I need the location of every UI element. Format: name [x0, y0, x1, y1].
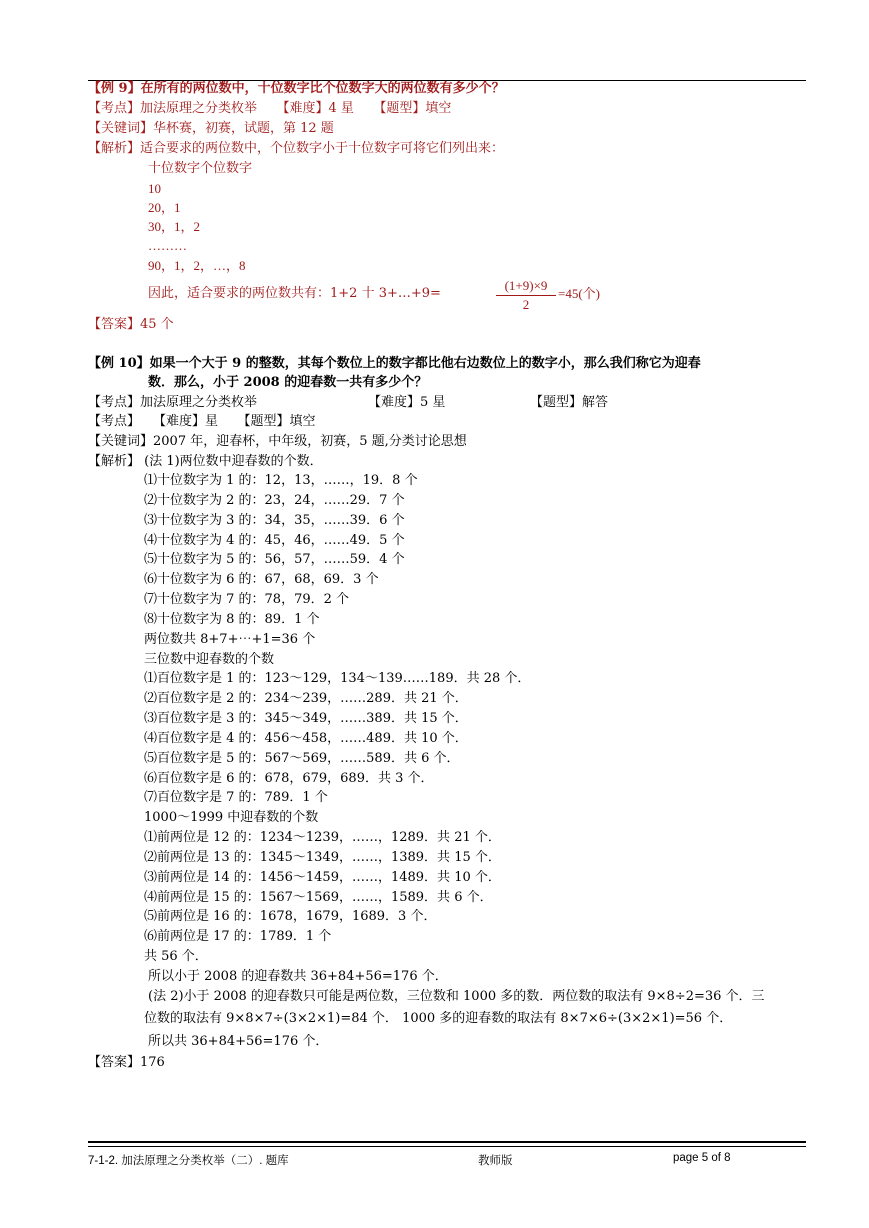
example-9-fraction: [496, 278, 556, 313]
footer-rule-thin: [88, 1146, 806, 1147]
solution-line: (法 2)小于 2008 的迎春数只可能是两位数，三位数和 1000 多的数．两位数的取法有 9×8÷2=36 个．三: [148, 989, 765, 1004]
fraction-numerator: (1+9)×9: [504, 278, 548, 293]
solution-line: ⑶十位数字为 3 的：34，35，……39．6 个: [144, 513, 405, 528]
example-9-line: 30，1，2: [148, 219, 201, 234]
solution-line: ⑵十位数字为 2 的：23，24，……29．7 个: [144, 493, 405, 508]
solution-line: ⑹百位数字是 6 的：678，679，689．共 3 个．: [144, 771, 434, 786]
solution-line: ⑵百位数字是 2 的：234～239，……289．共 21 个．: [144, 691, 468, 706]
fraction-bar: [496, 295, 556, 296]
footer-edition: 教师版: [478, 1155, 513, 1167]
fraction-denominator: 2: [522, 297, 530, 312]
example-10-type: 【题型】解答: [530, 395, 609, 410]
footer-page-number: page 5 of 8: [673, 1152, 731, 1164]
solution-line: ⑷十位数字为 4 的：45，46，……49．5 个: [144, 533, 405, 548]
example-10-difficulty: 【难度】5 星: [368, 395, 446, 410]
example-10-keywords: 【关键词】2007 年，迎春杯，中年级，初赛，5 题,分类讨论思想: [88, 434, 467, 449]
example-9-conclusion: 因此，适合要求的两位数共有：1+2 十 3+…+9=: [148, 286, 441, 301]
solution-line: 位数的取法有 9×8×7÷(3×2×1)=84 个． 1000 多的迎春数的取法有 8×7×6÷(3×2×1)=56 个．: [144, 1011, 733, 1026]
solution-line: ⑴百位数字是 1 的：123～129，134～139……189．共 28 个．: [144, 671, 531, 686]
solution-line: ⑹十位数字为 6 的：67，68，69．3 个: [144, 572, 379, 587]
solution-line: ⑹前两位是 17 的：1789．1 个: [144, 929, 332, 944]
example-10-analysis: 【解析】 (法 1)两位数中迎春数的个数．: [88, 454, 323, 469]
example-10-kaodian-2: 【考点】 【难度】星 【题型】填空: [88, 414, 316, 429]
solution-line: 所以小于 2008 的迎春数共 36+84+56=176 个．: [148, 969, 448, 984]
solution-line: 所以共 36+84+56=176 个．: [148, 1034, 329, 1049]
example-9-result: =45(个): [558, 286, 600, 301]
example-10-title: 【例 10】如果一个大于 9 的整数，其每个数位上的数字都比他右边数位上的数字小，那么我们称它为迎春: [88, 356, 701, 371]
example-9-line: ………: [148, 238, 187, 253]
footer-rule-thick: [88, 1141, 806, 1143]
example-9-title: 【例 9】在所有的两位数中，十位数字比个位数字大的两位数有多少个？: [88, 81, 505, 96]
example-9-kaodian: 【考点】加法原理之分类枚举 【难度】4 星 【题型】填空: [88, 101, 452, 116]
example-9-line: 90，1，2，…，8: [148, 258, 246, 273]
solution-line: ⑶前两位是 14 的：1456～1459，……，1489．共 10 个．: [144, 870, 501, 885]
solution-line: ⑴前两位是 12 的：1234～1239，……，1289．共 21 个．: [144, 830, 501, 845]
example-9-line: 20，1: [148, 200, 181, 215]
solution-line: ⑶百位数字是 3 的：345～349，……389．共 15 个．: [144, 711, 468, 726]
solution-line: 共 56 个．: [144, 949, 208, 964]
solution-line: ⑸百位数字是 5 的：567～569，……589．共 6 个．: [144, 751, 460, 766]
solution-line: ⑴十位数字为 1 的：12，13，……，19．8 个: [144, 473, 418, 488]
example-10-kaodian: 【考点】加法原理之分类枚举: [88, 395, 258, 410]
example-9-line: 十位数字个位数字: [148, 161, 253, 176]
example-9-keywords: 【关键词】华杯赛，初赛，试题，第 12 题: [88, 121, 334, 136]
example-10-answer: 【答案】176: [88, 1055, 165, 1070]
solution-line: 三位数中迎春数的个数: [144, 652, 275, 667]
footer-title: 7-1-2. 加法原理之分类枚举（二）. 题库: [88, 1155, 289, 1167]
solution-line: ⑷百位数字是 4 的：456～458，……489．共 10 个．: [144, 731, 468, 746]
example-9-analysis: 【解析】适合要求的两位数中，个位数字小于十位数字可将它们列出来：: [88, 141, 505, 156]
solution-line: ⑻十位数字为 8 的：89．1 个: [144, 612, 320, 627]
example-9-line: 10: [148, 181, 161, 196]
solution-line: ⑷前两位是 15 的：1567～1569，……，1589．共 6 个．: [144, 890, 493, 905]
example-9-answer: 【答案】45 个: [88, 317, 174, 332]
solution-line: ⑺百位数字是 7 的：789．1 个: [144, 790, 328, 805]
solution-line: ⑸前两位是 16 的：1678，1679，1689．3 个．: [144, 909, 437, 924]
solution-line: ⑺十位数字为 7 的：78，79．2 个: [144, 592, 350, 607]
example-10-title-cont: 数．那么，小于 2008 的迎春数一共有多少个？: [148, 375, 428, 390]
solution-line: ⑸十位数字为 5 的：56，57，……59．4 个: [144, 552, 405, 567]
solution-line: 1000～1999 中迎春数的个数: [144, 810, 319, 825]
solution-line: 两位数共 8+7+⋯+1=36 个: [144, 632, 316, 647]
solution-line: ⑵前两位是 13 的：1345～1349，……，1389．共 15 个．: [144, 850, 501, 865]
